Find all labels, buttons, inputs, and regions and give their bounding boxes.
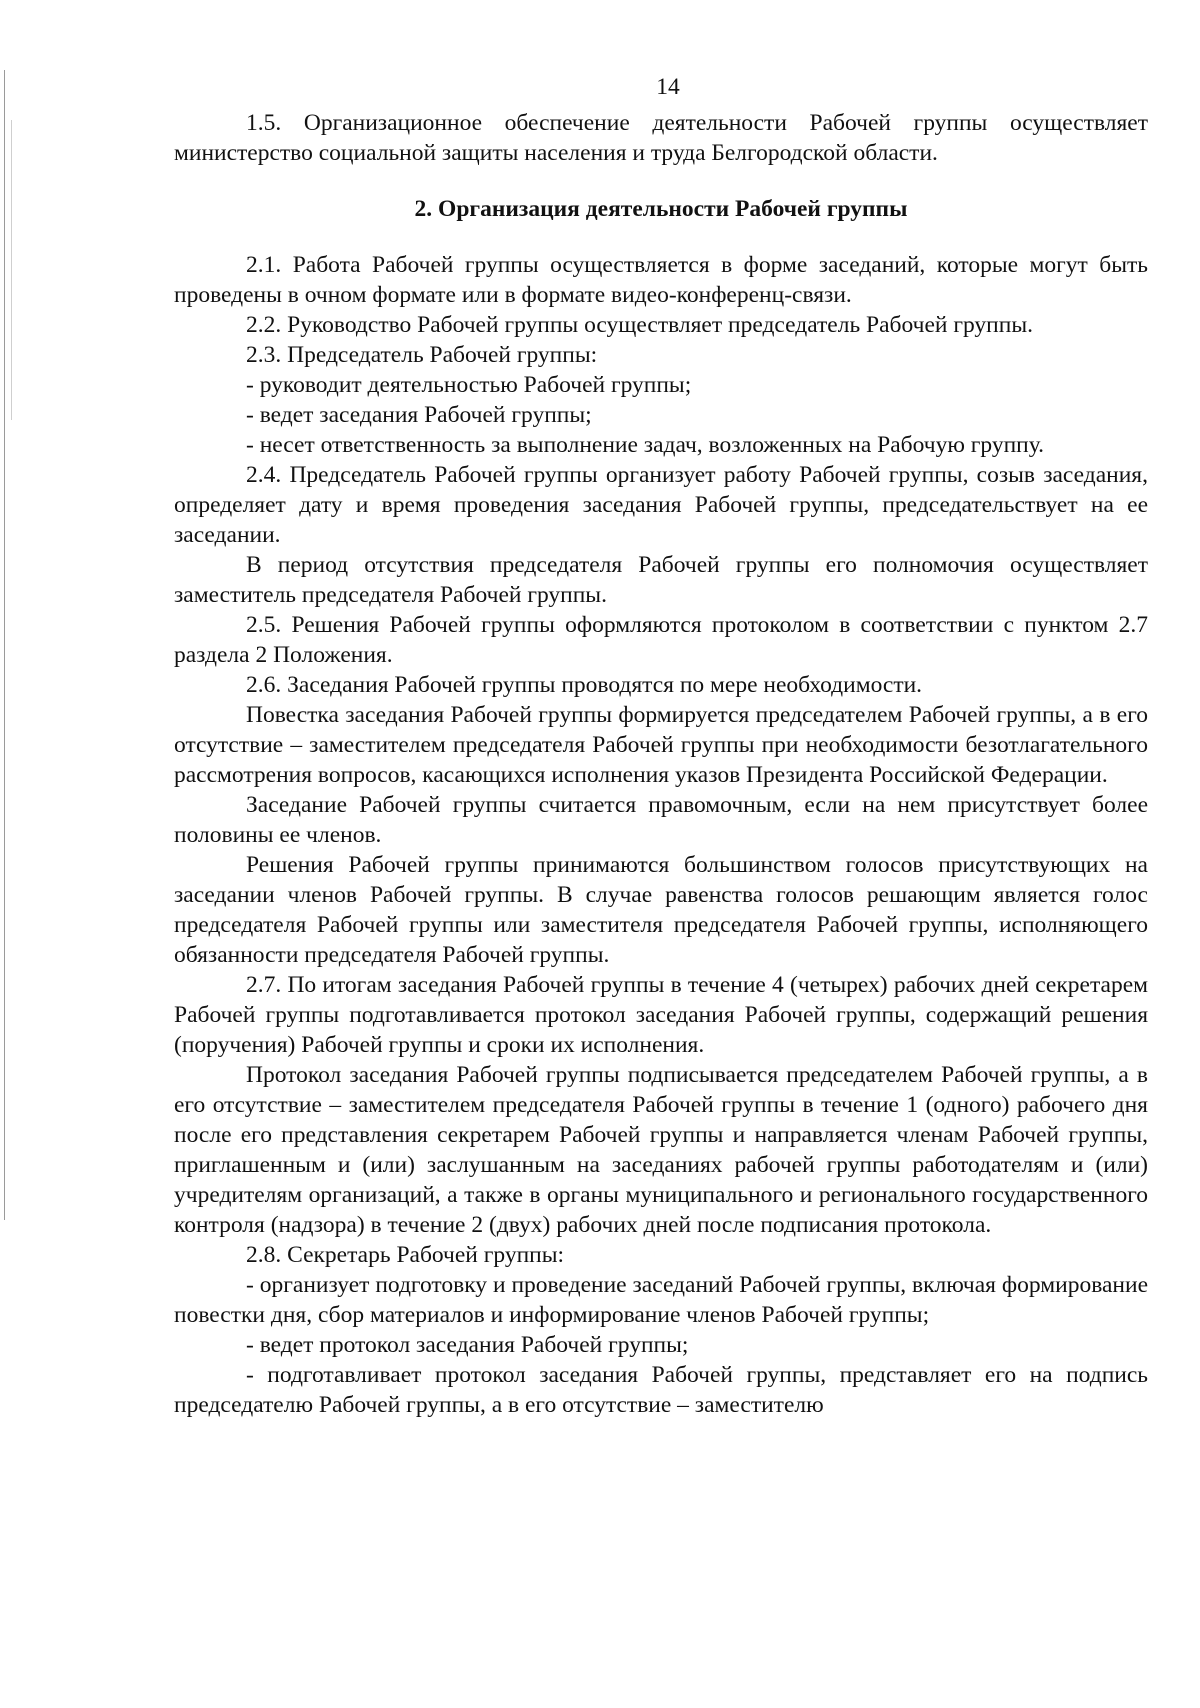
- list-item: - ведет протокол заседания Рабочей группы;: [246, 1332, 689, 1358]
- paragraph-2-4: 2.4. Председатель Рабочей группы организует работу Рабочей группы, созыв заседания, определяет дату и время проведения заседания Рабочей группы, председательствует на ее заседании.: [174, 462, 1148, 548]
- list-item: - ведет заседания Рабочей группы;: [246, 402, 592, 428]
- scan-edge-line: [4, 70, 5, 1220]
- paragraph-2-6: 2.6. Заседания Рабочей группы проводятся по мере необходимости.: [246, 672, 923, 698]
- paragraph-2-8: 2.8. Секретарь Рабочей группы:: [246, 1242, 565, 1268]
- scan-edge-line: [11, 120, 12, 420]
- paragraph-1-5: 1.5. Организационное обеспечение деятельности Рабочей группы осуществляет министерство социальной защиты населения и труда Белгородской области.: [174, 110, 1148, 166]
- paragraph-2-1: 2.1. Работа Рабочей группы осуществляется в форме заседаний, которые могут быть проведены в очном формате или в формате видео-конференц-связи.: [174, 252, 1148, 308]
- list-item: - подготавливает протокол заседания Рабочей группы, представляет его на подпись председателю Рабочей группы, а в его отсутствие – заместителю: [174, 1362, 1148, 1418]
- list-item: - несет ответственность за выполнение задач, возложенных на Рабочую группу.: [246, 432, 1045, 458]
- paragraph-2-5: 2.5. Решения Рабочей группы оформляются протоколом в соответствии с пунктом 2.7 раздела 2 Положения.: [174, 612, 1148, 668]
- paragraph: Протокол заседания Рабочей группы подписывается председателем Рабочей группы, а в его отсутствие – заместителем председателя Рабочей группы в течение 1 (одного) рабочего дня после его представления секретарем Рабочей группы и направляется членам Рабочей группы, приглашенным и (или) заслушанным на заседаниях рабочей группы работодателям и (или) учредителям организаций, а также в органы муниципального и регионального государственного контроля (надзора) в течение 2 (двух) рабочих дней после подписания протокола.: [174, 1062, 1148, 1238]
- section-heading: 2. Организация деятельности Рабочей группы: [414, 196, 908, 222]
- paragraph: В период отсутствия председателя Рабочей группы его полномочия осуществляет заместитель председателя Рабочей группы.: [174, 552, 1148, 608]
- paragraph: Решения Рабочей группы принимаются большинством голосов присутствующих на заседании членов Рабочей группы. В случае равенства голосов решающим является голос председателя Рабочей группы или заместителя председателя Рабочей группы, исполняющего обязанности председателя Рабочей группы.: [174, 852, 1148, 968]
- list-item: - руководит деятельностью Рабочей группы;: [246, 372, 692, 398]
- list-item: - организует подготовку и проведение заседаний Рабочей группы, включая формирование повестки дня, сбор материалов и информирование членов Рабочей группы;: [174, 1272, 1148, 1328]
- page-number: 14: [656, 74, 680, 100]
- paragraph-2-3: 2.3. Председатель Рабочей группы:: [246, 342, 598, 368]
- paragraph-2-2: 2.2. Руководство Рабочей группы осуществляет председатель Рабочей группы.: [246, 312, 1033, 338]
- paragraph-2-7: 2.7. По итогам заседания Рабочей группы в течение 4 (четырех) рабочих дней секретарем Рабочей группы подготавливается протокол заседания Рабочей группы, содержащий решения (поручения) Рабочей группы и сроки их исполнения.: [174, 972, 1148, 1058]
- page-content: [174, 72, 1148, 1420]
- paragraph: Повестка заседания Рабочей группы формируется председателем Рабочей группы, а в его отсутствие – заместителем председателя Рабочей группы при необходимости безотлагательного рассмотрения вопросов, касающихся исполнения указов Президента Российской Федерации.: [174, 702, 1148, 788]
- paragraph: Заседание Рабочей группы считается правомочным, если на нем присутствует более половины ее членов.: [174, 792, 1148, 848]
